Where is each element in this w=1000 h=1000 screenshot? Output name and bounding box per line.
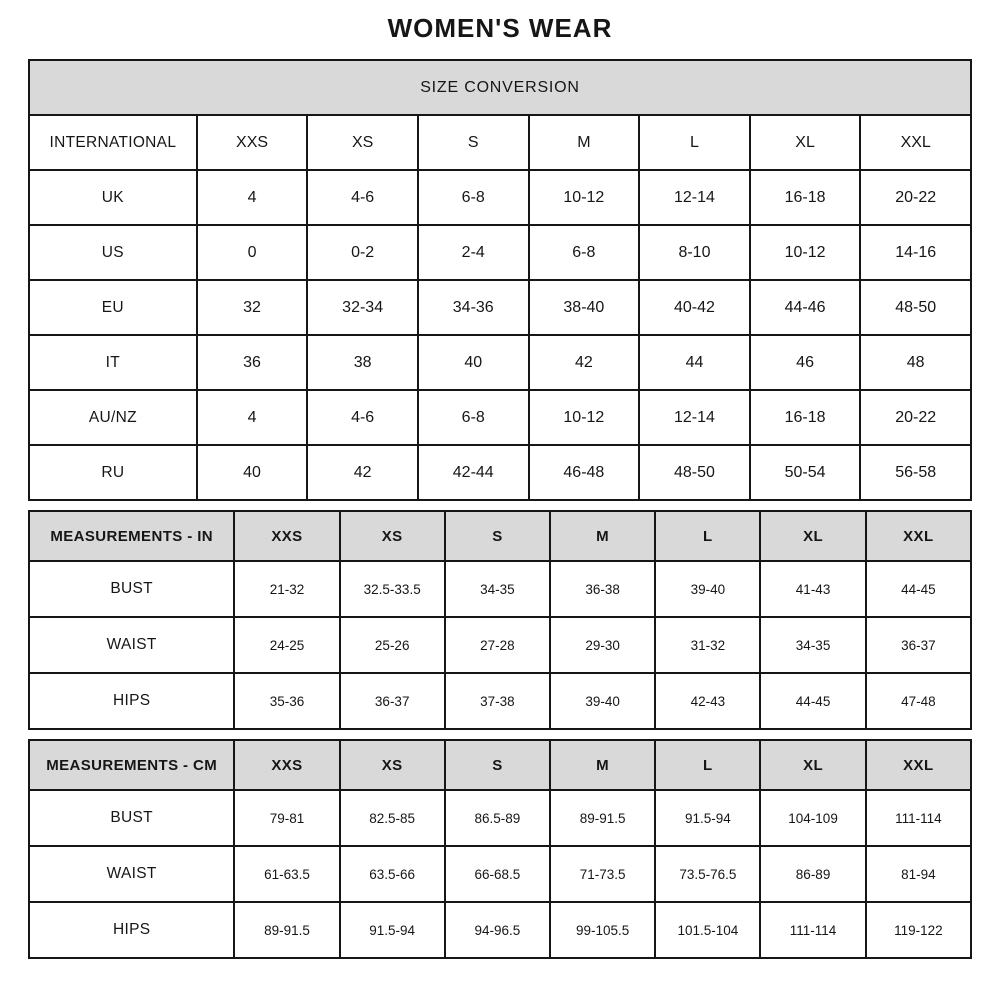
value-cell: 82.5-85: [340, 790, 445, 846]
measurements-cm-body: [29, 740, 971, 958]
value-cell: 0: [197, 225, 308, 280]
value-cell: 6-8: [529, 225, 640, 280]
value-cell: 20-22: [860, 170, 971, 225]
row-label: IT: [29, 335, 197, 390]
column-header: XL: [760, 740, 865, 790]
column-header: XS: [340, 511, 445, 561]
value-cell: 37-38: [445, 673, 550, 729]
value-cell: S: [418, 115, 529, 170]
value-cell: XXS: [197, 115, 308, 170]
column-header: XXS: [234, 511, 339, 561]
value-cell: 104-109: [760, 790, 865, 846]
table-row: [29, 617, 971, 673]
value-cell: 44-46: [750, 280, 861, 335]
value-cell: 24-25: [234, 617, 339, 673]
value-cell: 20-22: [860, 390, 971, 445]
value-cell: 38: [307, 335, 418, 390]
table-row: [29, 280, 971, 335]
value-cell: 79-81: [234, 790, 339, 846]
table-row: [29, 335, 971, 390]
table-row: [29, 846, 971, 902]
value-cell: 86-89: [760, 846, 865, 902]
value-cell: 40: [197, 445, 308, 500]
value-cell: 91.5-94: [655, 790, 760, 846]
value-cell: 81-94: [866, 846, 971, 902]
value-cell: 111-114: [760, 902, 865, 958]
value-cell: 46: [750, 335, 861, 390]
row-label: BUST: [29, 561, 234, 617]
value-cell: M: [529, 115, 640, 170]
value-cell: 31-32: [655, 617, 760, 673]
value-cell: 12-14: [639, 390, 750, 445]
table-title: MEASUREMENTS - CM: [29, 740, 234, 790]
value-cell: XXL: [860, 115, 971, 170]
row-label: RU: [29, 445, 197, 500]
value-cell: 4-6: [307, 170, 418, 225]
column-header: L: [655, 740, 760, 790]
value-cell: 34-35: [445, 561, 550, 617]
header-row: [29, 740, 971, 790]
value-cell: 66-68.5: [445, 846, 550, 902]
row-label: EU: [29, 280, 197, 335]
value-cell: 48-50: [639, 445, 750, 500]
value-cell: 50-54: [750, 445, 861, 500]
row-label: WAIST: [29, 617, 234, 673]
value-cell: 36-37: [340, 673, 445, 729]
value-cell: 47-48: [866, 673, 971, 729]
measurements-cm-table: [28, 739, 972, 959]
measurements-in-table: [28, 510, 972, 730]
value-cell: 36-38: [550, 561, 655, 617]
value-cell: 63.5-66: [340, 846, 445, 902]
column-header: XS: [340, 740, 445, 790]
row-label: US: [29, 225, 197, 280]
value-cell: 2-4: [418, 225, 529, 280]
column-header: M: [550, 511, 655, 561]
value-cell: 44: [639, 335, 750, 390]
table-row: [29, 790, 971, 846]
value-cell: 32: [197, 280, 308, 335]
value-cell: 46-48: [529, 445, 640, 500]
value-cell: 111-114: [866, 790, 971, 846]
value-cell: 42-43: [655, 673, 760, 729]
value-cell: 6-8: [418, 170, 529, 225]
measurements-in-body: [29, 511, 971, 729]
value-cell: 41-43: [760, 561, 865, 617]
value-cell: 71-73.5: [550, 846, 655, 902]
row-label: AU/NZ: [29, 390, 197, 445]
value-cell: 91.5-94: [340, 902, 445, 958]
table-title: MEASUREMENTS - IN: [29, 511, 234, 561]
value-cell: XL: [750, 115, 861, 170]
size-conversion-body: [29, 60, 971, 500]
value-cell: L: [639, 115, 750, 170]
page-title: WOMEN'S WEAR: [387, 13, 613, 43]
table-row: [29, 225, 971, 280]
value-cell: 61-63.5: [234, 846, 339, 902]
value-cell: 39-40: [655, 561, 760, 617]
value-cell: 89-91.5: [550, 790, 655, 846]
table-row: [29, 445, 971, 500]
value-cell: 14-16: [860, 225, 971, 280]
value-cell: 48: [860, 335, 971, 390]
table-row: [29, 673, 971, 729]
value-cell: 27-28: [445, 617, 550, 673]
table-row: [29, 561, 971, 617]
value-cell: 4: [197, 170, 308, 225]
value-cell: 21-32: [234, 561, 339, 617]
column-header: S: [445, 740, 550, 790]
value-cell: 40-42: [639, 280, 750, 335]
column-header: XXL: [866, 740, 971, 790]
value-cell: 34-36: [418, 280, 529, 335]
size-conversion-table: [28, 59, 972, 501]
value-cell: 36: [197, 335, 308, 390]
value-cell: 42: [529, 335, 640, 390]
value-cell: 12-14: [639, 170, 750, 225]
value-cell: 0-2: [307, 225, 418, 280]
value-cell: 32-34: [307, 280, 418, 335]
value-cell: 10-12: [529, 390, 640, 445]
value-cell: 10-12: [750, 225, 861, 280]
column-header: L: [655, 511, 760, 561]
value-cell: 44-45: [866, 561, 971, 617]
size-conversion-title: SIZE CONVERSION: [29, 60, 971, 115]
table-banner-row: [29, 60, 971, 115]
value-cell: 6-8: [418, 390, 529, 445]
value-cell: 86.5-89: [445, 790, 550, 846]
value-cell: 94-96.5: [445, 902, 550, 958]
value-cell: 99-105.5: [550, 902, 655, 958]
value-cell: 25-26: [340, 617, 445, 673]
row-label: HIPS: [29, 902, 234, 958]
value-cell: 38-40: [529, 280, 640, 335]
value-cell: 36-37: [866, 617, 971, 673]
column-header: S: [445, 511, 550, 561]
row-label: WAIST: [29, 846, 234, 902]
value-cell: 42: [307, 445, 418, 500]
table-row: [29, 170, 971, 225]
value-cell: 10-12: [529, 170, 640, 225]
row-label: HIPS: [29, 673, 234, 729]
value-cell: 48-50: [860, 280, 971, 335]
value-cell: 16-18: [750, 170, 861, 225]
value-cell: 16-18: [750, 390, 861, 445]
value-cell: 8-10: [639, 225, 750, 280]
value-cell: 89-91.5: [234, 902, 339, 958]
value-cell: 42-44: [418, 445, 529, 500]
column-header: XL: [760, 511, 865, 561]
value-cell: 32.5-33.5: [340, 561, 445, 617]
value-cell: 56-58: [860, 445, 971, 500]
value-cell: 40: [418, 335, 529, 390]
table-row: [29, 902, 971, 958]
row-label: UK: [29, 170, 197, 225]
value-cell: 35-36: [234, 673, 339, 729]
value-cell: 29-30: [550, 617, 655, 673]
column-header: M: [550, 740, 655, 790]
table-row: [29, 390, 971, 445]
value-cell: 73.5-76.5: [655, 846, 760, 902]
value-cell: 119-122: [866, 902, 971, 958]
value-cell: 44-45: [760, 673, 865, 729]
value-cell: 4: [197, 390, 308, 445]
row-label: INTERNATIONAL: [29, 115, 197, 170]
header-row: [29, 511, 971, 561]
value-cell: 39-40: [550, 673, 655, 729]
value-cell: 34-35: [760, 617, 865, 673]
value-cell: 101.5-104: [655, 902, 760, 958]
row-label: BUST: [29, 790, 234, 846]
column-header: XXS: [234, 740, 339, 790]
value-cell: 4-6: [307, 390, 418, 445]
value-cell: XS: [307, 115, 418, 170]
table-row: [29, 115, 971, 170]
column-header: XXL: [866, 511, 971, 561]
